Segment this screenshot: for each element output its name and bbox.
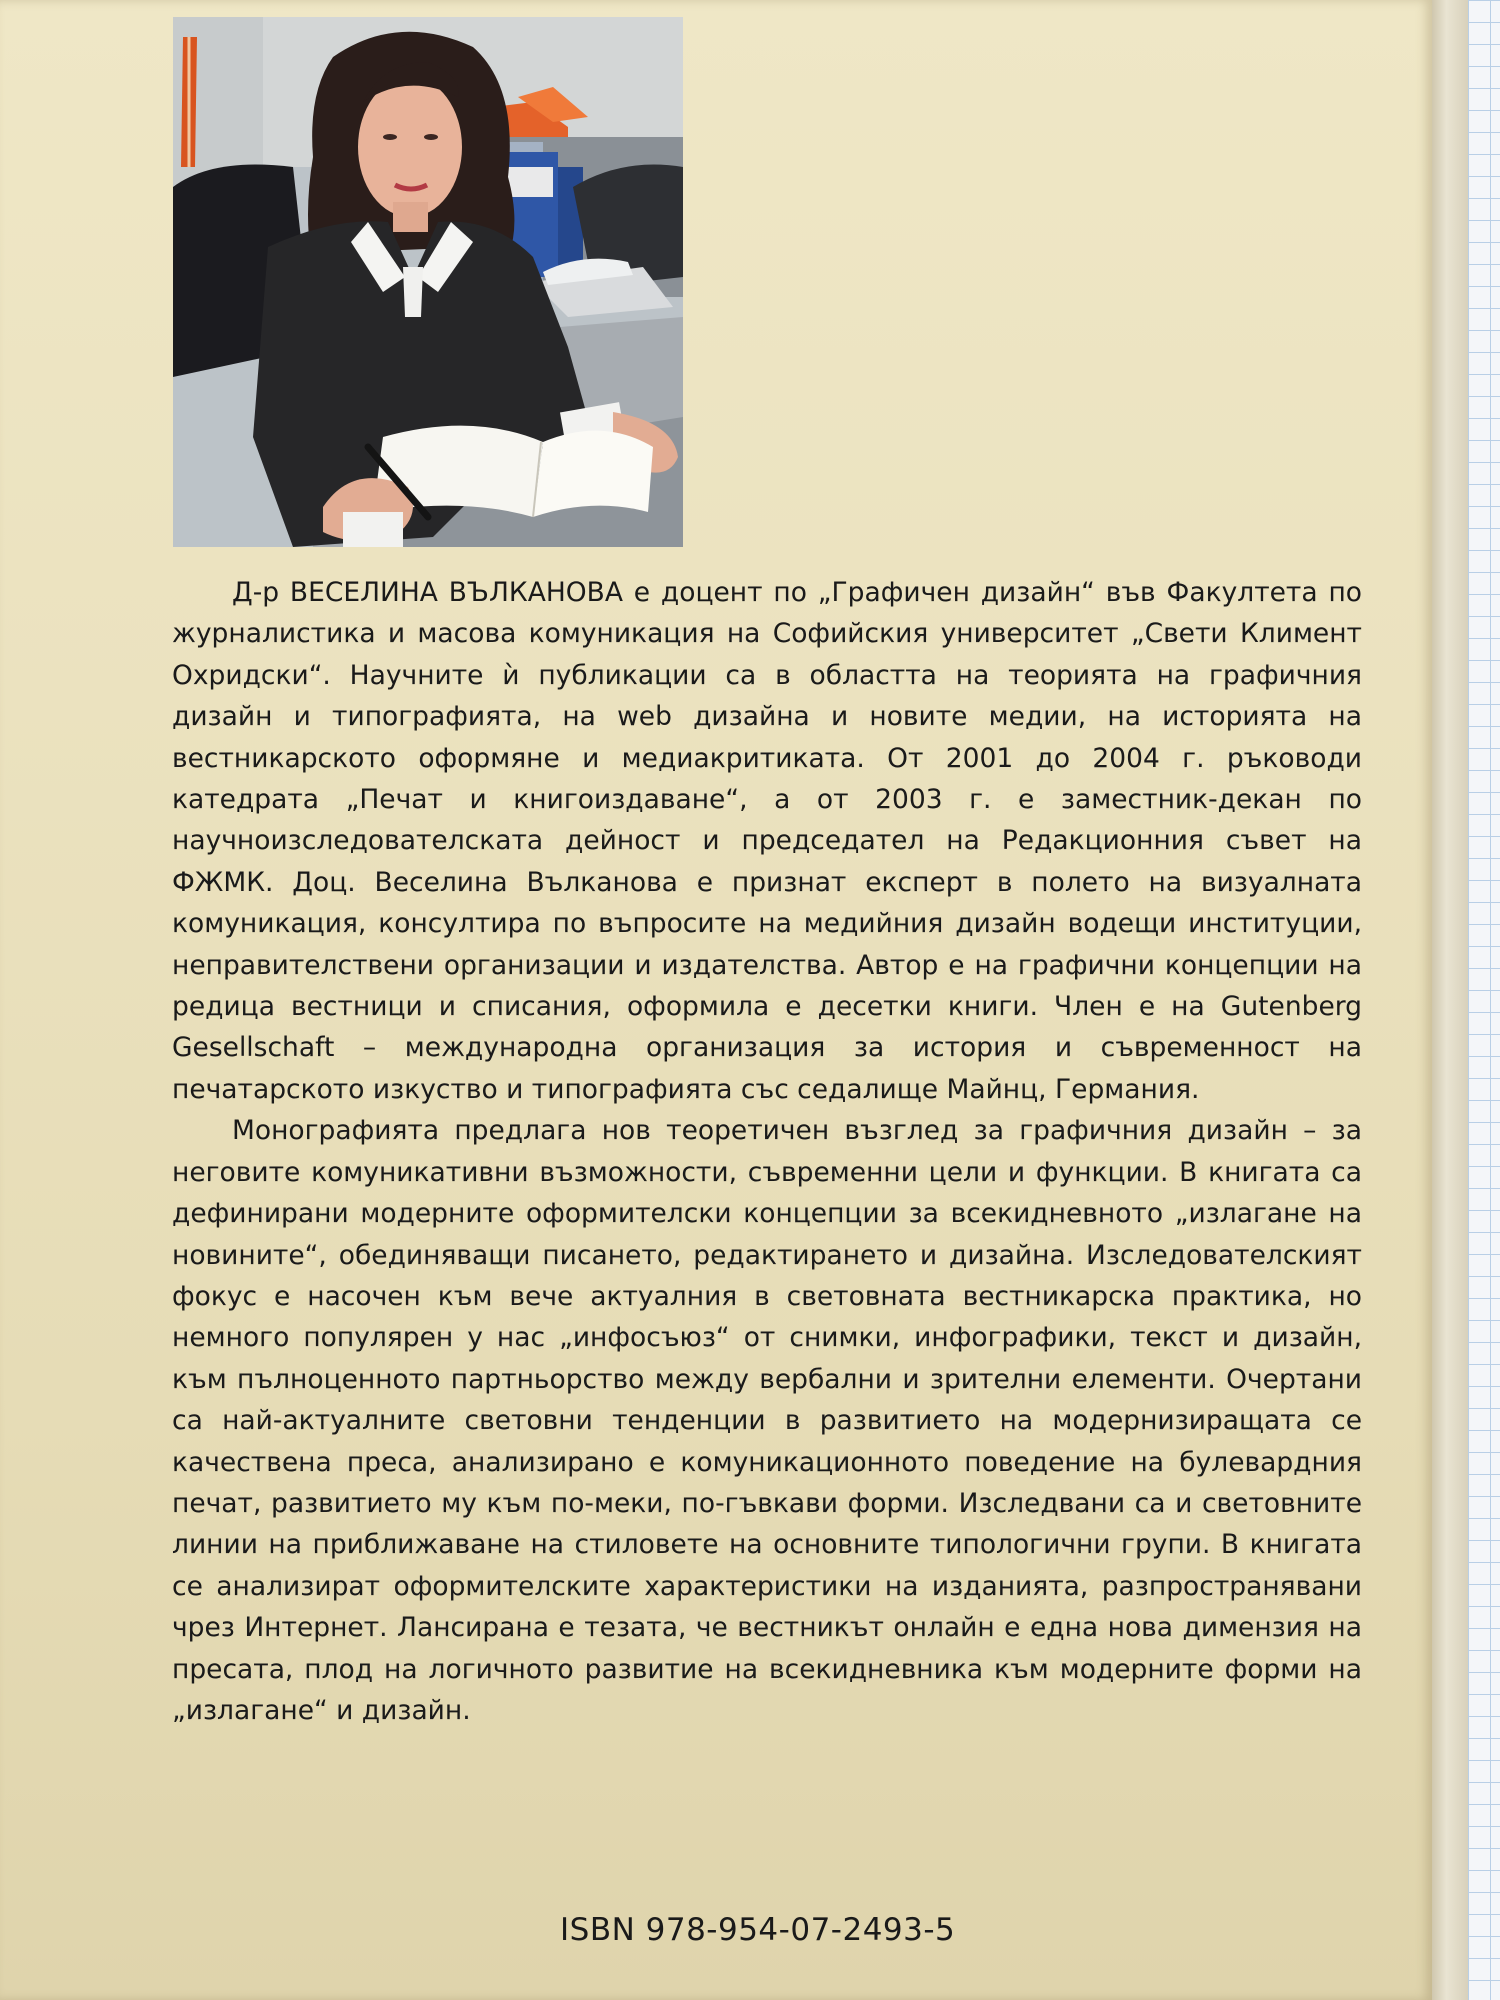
author-photo (173, 17, 683, 547)
author-bio-paragraph: Д-р ВЕСЕЛИНА ВЪЛКАНОВА е доцент по „Графичен дизайн“ във Факултета по журналистика и масова комуникация на Софийския университет „Свети Климент Охридски“. Научните ѝ публикации са в областта на теорията на графичния дизайн и типографията, на web дизайна и новите медии, на историята на вестникарското оформяне и медиакритиката. От 2001 до 2004 г. ръководи катедрата „Печат и книгоиздаване“, а от 2003 г. е заместник-декан по научноизследователската дейност и председател на Редакционния съвет на ФЖМК. Доц. Веселина Вълканова е признат експерт в полето на визуалната комуникация, консултира по въпросите на медийния дизайн водещи институции, неправителствени организации и издателства. Автор е на графични концепции на редица вестници и списания, оформила е десетки книги. Член е на Gutenberg Gesellschaft – международна организация за история и съвременност на печатарското изкуство и типографията със седалище Майнц, Германия. (172, 577, 1362, 1105)
book-page-edge (1432, 0, 1468, 2000)
book-description-paragraph: Монографията предлага нов теоретичен възглед за графичния дизайн – за неговите комуникативни възможности, съвременни цели и функции. В книгата са дефинирани модерните оформителски концепции за всекидневното „излагане на новините“, обединяващи писането, редактирането и дизайна. Изследователският фокус е насочен към вече актуалния в световната вестникарска практика, но немного популярен у нас „инфосъюз“ от снимки, инфографики, текст и дизайн, към пълноценното партньорство между вербални и зрителни елементи. Очертани са най-актуалните световни тенденции в развитието на модернизиращата се качествена преса, анализирано е комуникационното поведение на булевардния печат, развитието му към по-меки, по-гъвкави форми. Изследвани са и световните линии на приближаване на стиловете на основните типологични групи. В книгата се анализират оформителските характеристики на изданията, разпространявани чрез Интернет. Лансирана е тезата, че вестникът онлайн е една нова димензия на пресата, плод на логичното развитие на всекидневника към модерните форми на „излагане“ и дизайн. (172, 1115, 1362, 1726)
isbn-label: ISBN 978-954-07-2493-5 (560, 1912, 956, 1948)
graph-paper-background (1468, 0, 1500, 2000)
back-cover-text (172, 572, 1362, 1731)
